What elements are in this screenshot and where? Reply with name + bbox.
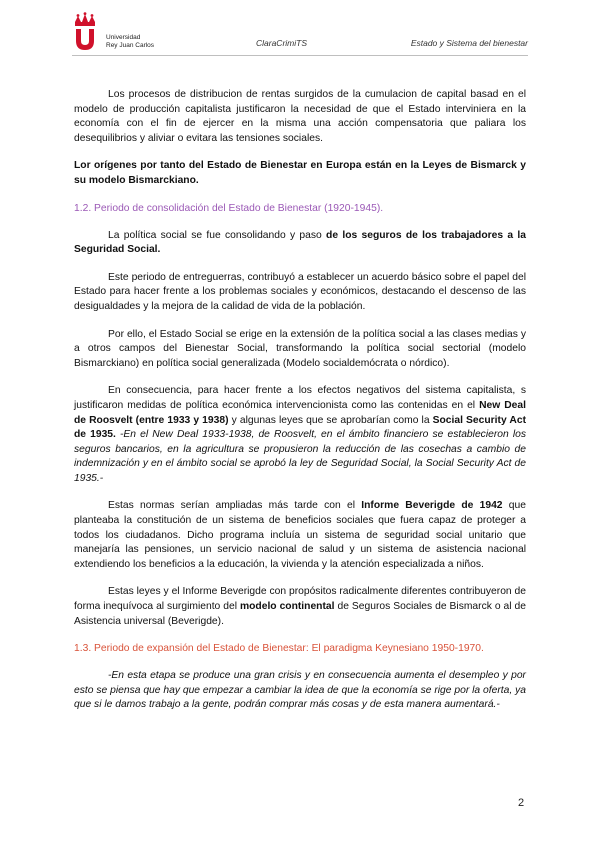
logo-line-2: Rey Juan Carlos bbox=[106, 41, 155, 49]
paragraph-3 bbox=[74, 229, 526, 258]
paragraph-9 bbox=[74, 669, 526, 713]
header-divider bbox=[72, 55, 528, 56]
paragraph-4: Este periodo de entreguerras, contribuyó a establecer un acuerdo básico sobre el papel del Estado para hacer frente a los problemas sociales y económicos, destacando el descenso de las desigualdades y la mejora de la calidad de vida de la población. bbox=[74, 271, 526, 312]
p6-social-security: Social Security Act de 1935. bbox=[74, 414, 526, 441]
p6-text-c: y algunas leyes que se aprobarían como la bbox=[228, 414, 433, 426]
p7-text-a: Estas normas serían ampliadas más tarde con el bbox=[108, 500, 362, 512]
logo-text bbox=[106, 34, 154, 49]
paragraph-5: Por ello, el Estado Social se erige en la extensión de la política social a las clases medias y a otros campos del Bienestar Social, transformando la política social sectorial (modelo Bismarckiano) en política social generalizada (Modelo socialdemócrata o nórdico). bbox=[74, 328, 526, 369]
section-1-3-heading: 1.3. Periodo de expansión del Estado de Bienestar: El paradigma Keynesiano 1950-1970. bbox=[74, 643, 484, 655]
section-1-2-heading: 1.2. Periodo de consolidación del Estado de Bienestar (1920-1945). bbox=[74, 202, 384, 214]
logo-line-1: Universidad bbox=[106, 34, 141, 41]
page-number: 2 bbox=[518, 797, 525, 809]
p3-bold: de los seguros de los trabajadores a la Seguridad Social. bbox=[74, 229, 526, 256]
p8-text-c: de Seguros Sociales de Bismarck o al de Asistencia universal (Beverigde). bbox=[74, 601, 526, 627]
p3-text: La política social se fue consolidando y paso bbox=[108, 229, 327, 241]
p7-text-c: que planteaba la constitución de un sistema de beneficios sociales que fuera capaz de proteger a todos los ciudadanos. Dicho programa incluía un sistema de seguridad social unitario que manejaría las pensiones, un servicio nacional de salud y un sistema de asistencia nacional extendiendo los beneficios a la educación, la vivienda y la atención especializada a niños. bbox=[74, 500, 526, 570]
header-author: ClaraCrimiTS bbox=[256, 38, 307, 48]
university-logo bbox=[72, 12, 162, 52]
crown-u-logo-icon bbox=[72, 12, 104, 52]
paragraph-7 bbox=[74, 499, 526, 572]
paragraph-8 bbox=[74, 585, 526, 629]
p8-continental: modelo continental bbox=[239, 601, 335, 613]
header-title: Estado y Sistema del bienestar bbox=[410, 38, 528, 48]
p9-italic: -En esta etapa se produce una gran crisis y en consecuencia aumenta el desempleo y por esto se piensa que hay que empezar a cambiar la idea de que la economía se rige por la oferta, ya que si le damos trabajo a la gente, podrán comprar más cosas y de esta manera aumentará.- bbox=[74, 670, 526, 711]
p6-italic-note: -En el New Deal 1933-1938, de Roosvelt, en el ámbito financiero se establecieron los seguros bancarios, en la agricultura se propusieron la reducción de las cosechas a cambio de indemnización y en el ámbito social se aprobó la ley de Seguridad Social, la Social Security Act de 1935.- bbox=[74, 429, 526, 484]
paragraph-2-bold bbox=[74, 159, 526, 188]
paragraph-1: Los procesos de distribucion de rentas surgidos de la cumulacion de capital basad en el modelo de producción capitalista justificaron la necesidad de que el Estado interviniera en la economía con el fin de ejercer en la misma una acción compensatoria que paliara los desequilibrios y aliviar o evitara las tensiones sociales. bbox=[74, 89, 526, 144]
p8-text-a: Estas leyes y el Informe Beverigde con propósitos radicalmente diferentes contribuyeron de forma inequívoca al surgimiento del bbox=[74, 586, 526, 613]
p7-beveridge: Informe Beverigde de 1942 bbox=[361, 500, 503, 512]
bismarck-origins-text: Lor orígenes por tanto del Estado de Bienestar en Europa están en la Leyes de Bismarck y su modelo Bismarckiano. bbox=[74, 160, 526, 186]
p6-text-a: En consecuencia, para hacer frente a los efectos negativos del sistema capitalista, s justificaron medidas de política económica intervencionista como las contenidas en el bbox=[74, 385, 526, 411]
document-body bbox=[74, 88, 526, 713]
p6-new-deal: New Deal de Roosvelt (entre 1933 y 1938) bbox=[74, 399, 526, 426]
page-header bbox=[72, 12, 528, 56]
paragraph-6 bbox=[74, 384, 526, 486]
